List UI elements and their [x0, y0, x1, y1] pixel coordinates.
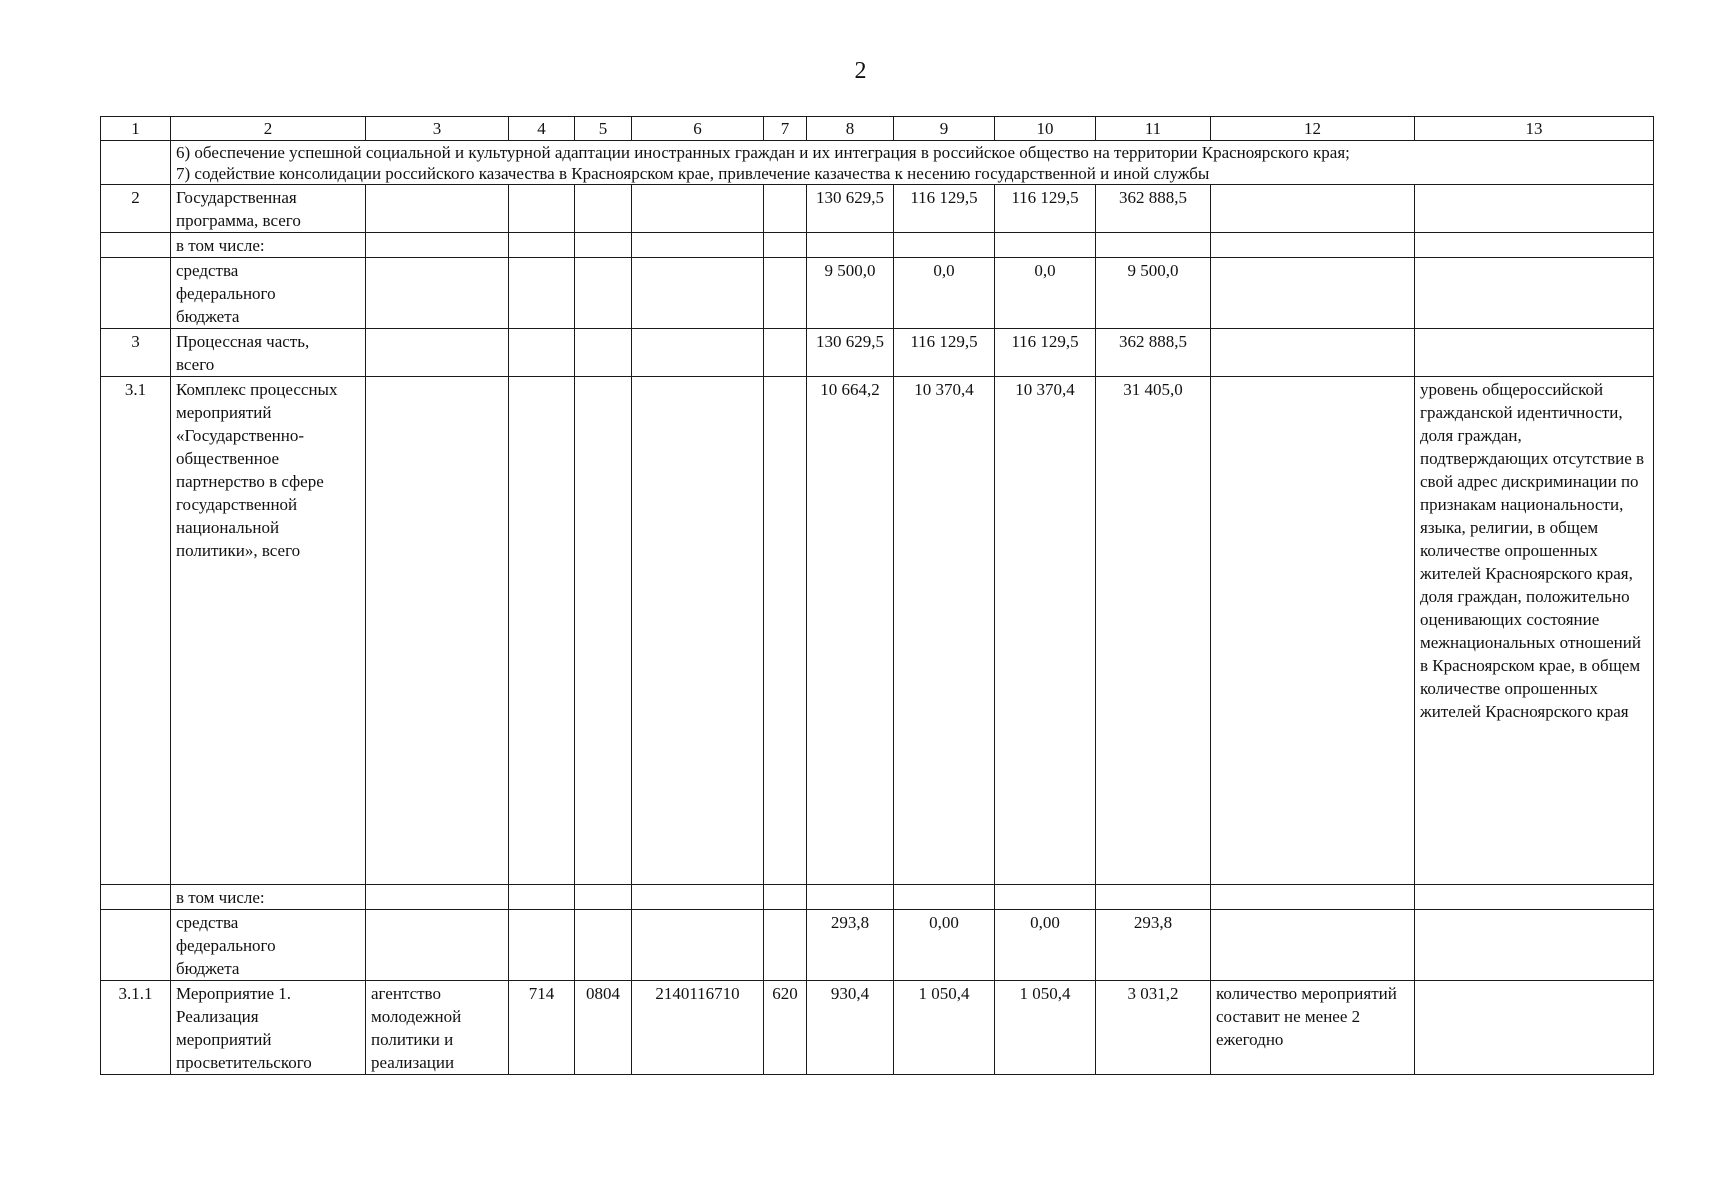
indicator-cell: уровень общероссийской гражданской идентичности, доля граждан, подтверждающих отсутствие в свой адрес дискриминации по признакам национальности, языка, религии, в общем количестве опрошенных жителей Красноярского края, доля граждан, положительно оценивающих состояние межнациональных отношений в Красноярском крае, в общем количестве опрошенных жителей Красноярского края — [1415, 377, 1654, 885]
table-cell: 0804 — [575, 981, 632, 1075]
row-name: средства федерального бюджета — [171, 258, 366, 329]
row-number: 3.1.1 — [101, 981, 171, 1075]
table-cell — [101, 141, 171, 185]
table-cell — [632, 258, 764, 329]
table-cell: 2140116710 — [632, 981, 764, 1075]
table-cell — [1415, 329, 1654, 377]
amount-cell — [995, 885, 1096, 910]
row-name: Государственная программа, всего — [171, 185, 366, 233]
result-cell: количество мероприятий составит не менее 2 ежегодно — [1211, 981, 1415, 1075]
column-header: 6 — [632, 117, 764, 141]
row-name: Процессная часть, всего — [171, 329, 366, 377]
amount-cell — [995, 233, 1096, 258]
column-number-row — [101, 117, 1654, 141]
page-number: 2 — [854, 58, 867, 84]
table-cell — [509, 885, 575, 910]
row-number — [101, 233, 171, 258]
amount-cell: 130 629,5 — [807, 329, 894, 377]
column-header: 3 — [366, 117, 509, 141]
amount-cell — [807, 885, 894, 910]
amount-cell — [894, 233, 995, 258]
row-name: Мероприятие 1. Реализация мероприятий просветительского — [171, 981, 366, 1075]
table-cell — [575, 329, 632, 377]
table-cell — [509, 233, 575, 258]
program-table — [100, 116, 1654, 1075]
amount-cell: 3 031,2 — [1096, 981, 1211, 1075]
row-number: 3.1 — [101, 377, 171, 885]
table-cell — [509, 910, 575, 981]
amount-cell — [1096, 885, 1211, 910]
table-cell: 620 — [764, 981, 807, 1075]
amount-cell — [807, 233, 894, 258]
table-row — [101, 233, 1654, 258]
goals-row — [101, 141, 1654, 185]
table-cell — [1211, 329, 1415, 377]
table-cell — [509, 185, 575, 233]
amount-cell — [1096, 233, 1211, 258]
table-row — [101, 329, 1654, 377]
table-cell — [366, 185, 509, 233]
amount-cell: 9 500,0 — [1096, 258, 1211, 329]
table-cell — [366, 377, 509, 885]
amount-cell: 9 500,0 — [807, 258, 894, 329]
column-header: 8 — [807, 117, 894, 141]
amount-cell: 293,8 — [1096, 910, 1211, 981]
amount-cell: 116 129,5 — [894, 329, 995, 377]
table-cell — [575, 185, 632, 233]
row-name: Комплекс процессных мероприятий «Государственно-общественное партнерство в сфере государственной национальной политики», всего — [171, 377, 366, 885]
amount-cell: 1 050,4 — [995, 981, 1096, 1075]
table-cell — [509, 258, 575, 329]
amount-cell: 10 370,4 — [894, 377, 995, 885]
column-header: 5 — [575, 117, 632, 141]
table-row — [101, 185, 1654, 233]
table-cell — [632, 910, 764, 981]
column-header: 11 — [1096, 117, 1211, 141]
row-number: 3 — [101, 329, 171, 377]
amount-cell: 31 405,0 — [1096, 377, 1211, 885]
responsible-cell: агентство молодежной политики и реализации — [366, 981, 509, 1075]
amount-cell: 1 050,4 — [894, 981, 995, 1075]
table-cell — [575, 377, 632, 885]
table-row — [101, 981, 1654, 1075]
column-header: 13 — [1415, 117, 1654, 141]
table-cell — [632, 329, 764, 377]
table-row — [101, 910, 1654, 981]
amount-cell: 130 629,5 — [807, 185, 894, 233]
table-cell — [366, 233, 509, 258]
amount-cell: 0,00 — [995, 910, 1096, 981]
column-header: 9 — [894, 117, 995, 141]
table-cell — [1415, 910, 1654, 981]
column-header: 10 — [995, 117, 1096, 141]
table-cell — [764, 329, 807, 377]
table-cell — [575, 885, 632, 910]
amount-cell: 0,00 — [894, 910, 995, 981]
table-cell — [509, 377, 575, 885]
column-header: 12 — [1211, 117, 1415, 141]
table-row — [101, 258, 1654, 329]
row-number — [101, 885, 171, 910]
table-cell — [1211, 233, 1415, 258]
table-cell — [575, 233, 632, 258]
table-cell — [1415, 885, 1654, 910]
row-name: средства федерального бюджета — [171, 910, 366, 981]
table-cell — [1211, 910, 1415, 981]
table-cell — [1211, 885, 1415, 910]
row-number — [101, 258, 171, 329]
column-header: 7 — [764, 117, 807, 141]
table-cell — [764, 233, 807, 258]
table-cell — [366, 910, 509, 981]
column-header: 4 — [509, 117, 575, 141]
table-cell — [366, 258, 509, 329]
goal-line: 7) содействие консолидации российского казачества в Красноярском крае, привлечение казачества к несению государственной и иной службы — [176, 164, 1210, 183]
amount-cell: 293,8 — [807, 910, 894, 981]
table-cell — [632, 377, 764, 885]
table-cell — [1415, 258, 1654, 329]
row-number — [101, 910, 171, 981]
column-header: 2 — [171, 117, 366, 141]
amount-cell — [894, 885, 995, 910]
table-cell — [1211, 185, 1415, 233]
table-cell — [366, 329, 509, 377]
goal-line: 6) обеспечение успешной социальной и культурной адаптации иностранных граждан и их интеграция в российское общество на территории Красноярского края; — [176, 143, 1350, 162]
amount-cell: 116 129,5 — [894, 185, 995, 233]
table-cell — [632, 185, 764, 233]
goals-cell — [171, 141, 1654, 185]
table-cell — [632, 885, 764, 910]
row-name: в том числе: — [171, 885, 366, 910]
table-cell — [764, 258, 807, 329]
table-cell — [1211, 258, 1415, 329]
table-cell — [764, 885, 807, 910]
amount-cell: 0,0 — [995, 258, 1096, 329]
amount-cell: 10 370,4 — [995, 377, 1096, 885]
row-number: 2 — [101, 185, 171, 233]
row-name: в том числе: — [171, 233, 366, 258]
table-cell — [632, 233, 764, 258]
table-cell — [1211, 377, 1415, 885]
table-cell — [1415, 233, 1654, 258]
table-cell — [366, 885, 509, 910]
table-cell — [575, 910, 632, 981]
table-cell — [1415, 981, 1654, 1075]
amount-cell: 362 888,5 — [1096, 329, 1211, 377]
amount-cell: 116 129,5 — [995, 185, 1096, 233]
table-cell — [764, 185, 807, 233]
table-cell — [1415, 185, 1654, 233]
amount-cell: 362 888,5 — [1096, 185, 1211, 233]
table-row — [101, 885, 1654, 910]
table-cell — [764, 377, 807, 885]
amount-cell: 10 664,2 — [807, 377, 894, 885]
table-cell — [764, 910, 807, 981]
table-row — [101, 377, 1654, 885]
table-cell — [509, 329, 575, 377]
column-header: 1 — [101, 117, 171, 141]
table-cell: 714 — [509, 981, 575, 1075]
amount-cell: 930,4 — [807, 981, 894, 1075]
table-cell — [575, 258, 632, 329]
amount-cell: 116 129,5 — [995, 329, 1096, 377]
amount-cell: 0,0 — [894, 258, 995, 329]
